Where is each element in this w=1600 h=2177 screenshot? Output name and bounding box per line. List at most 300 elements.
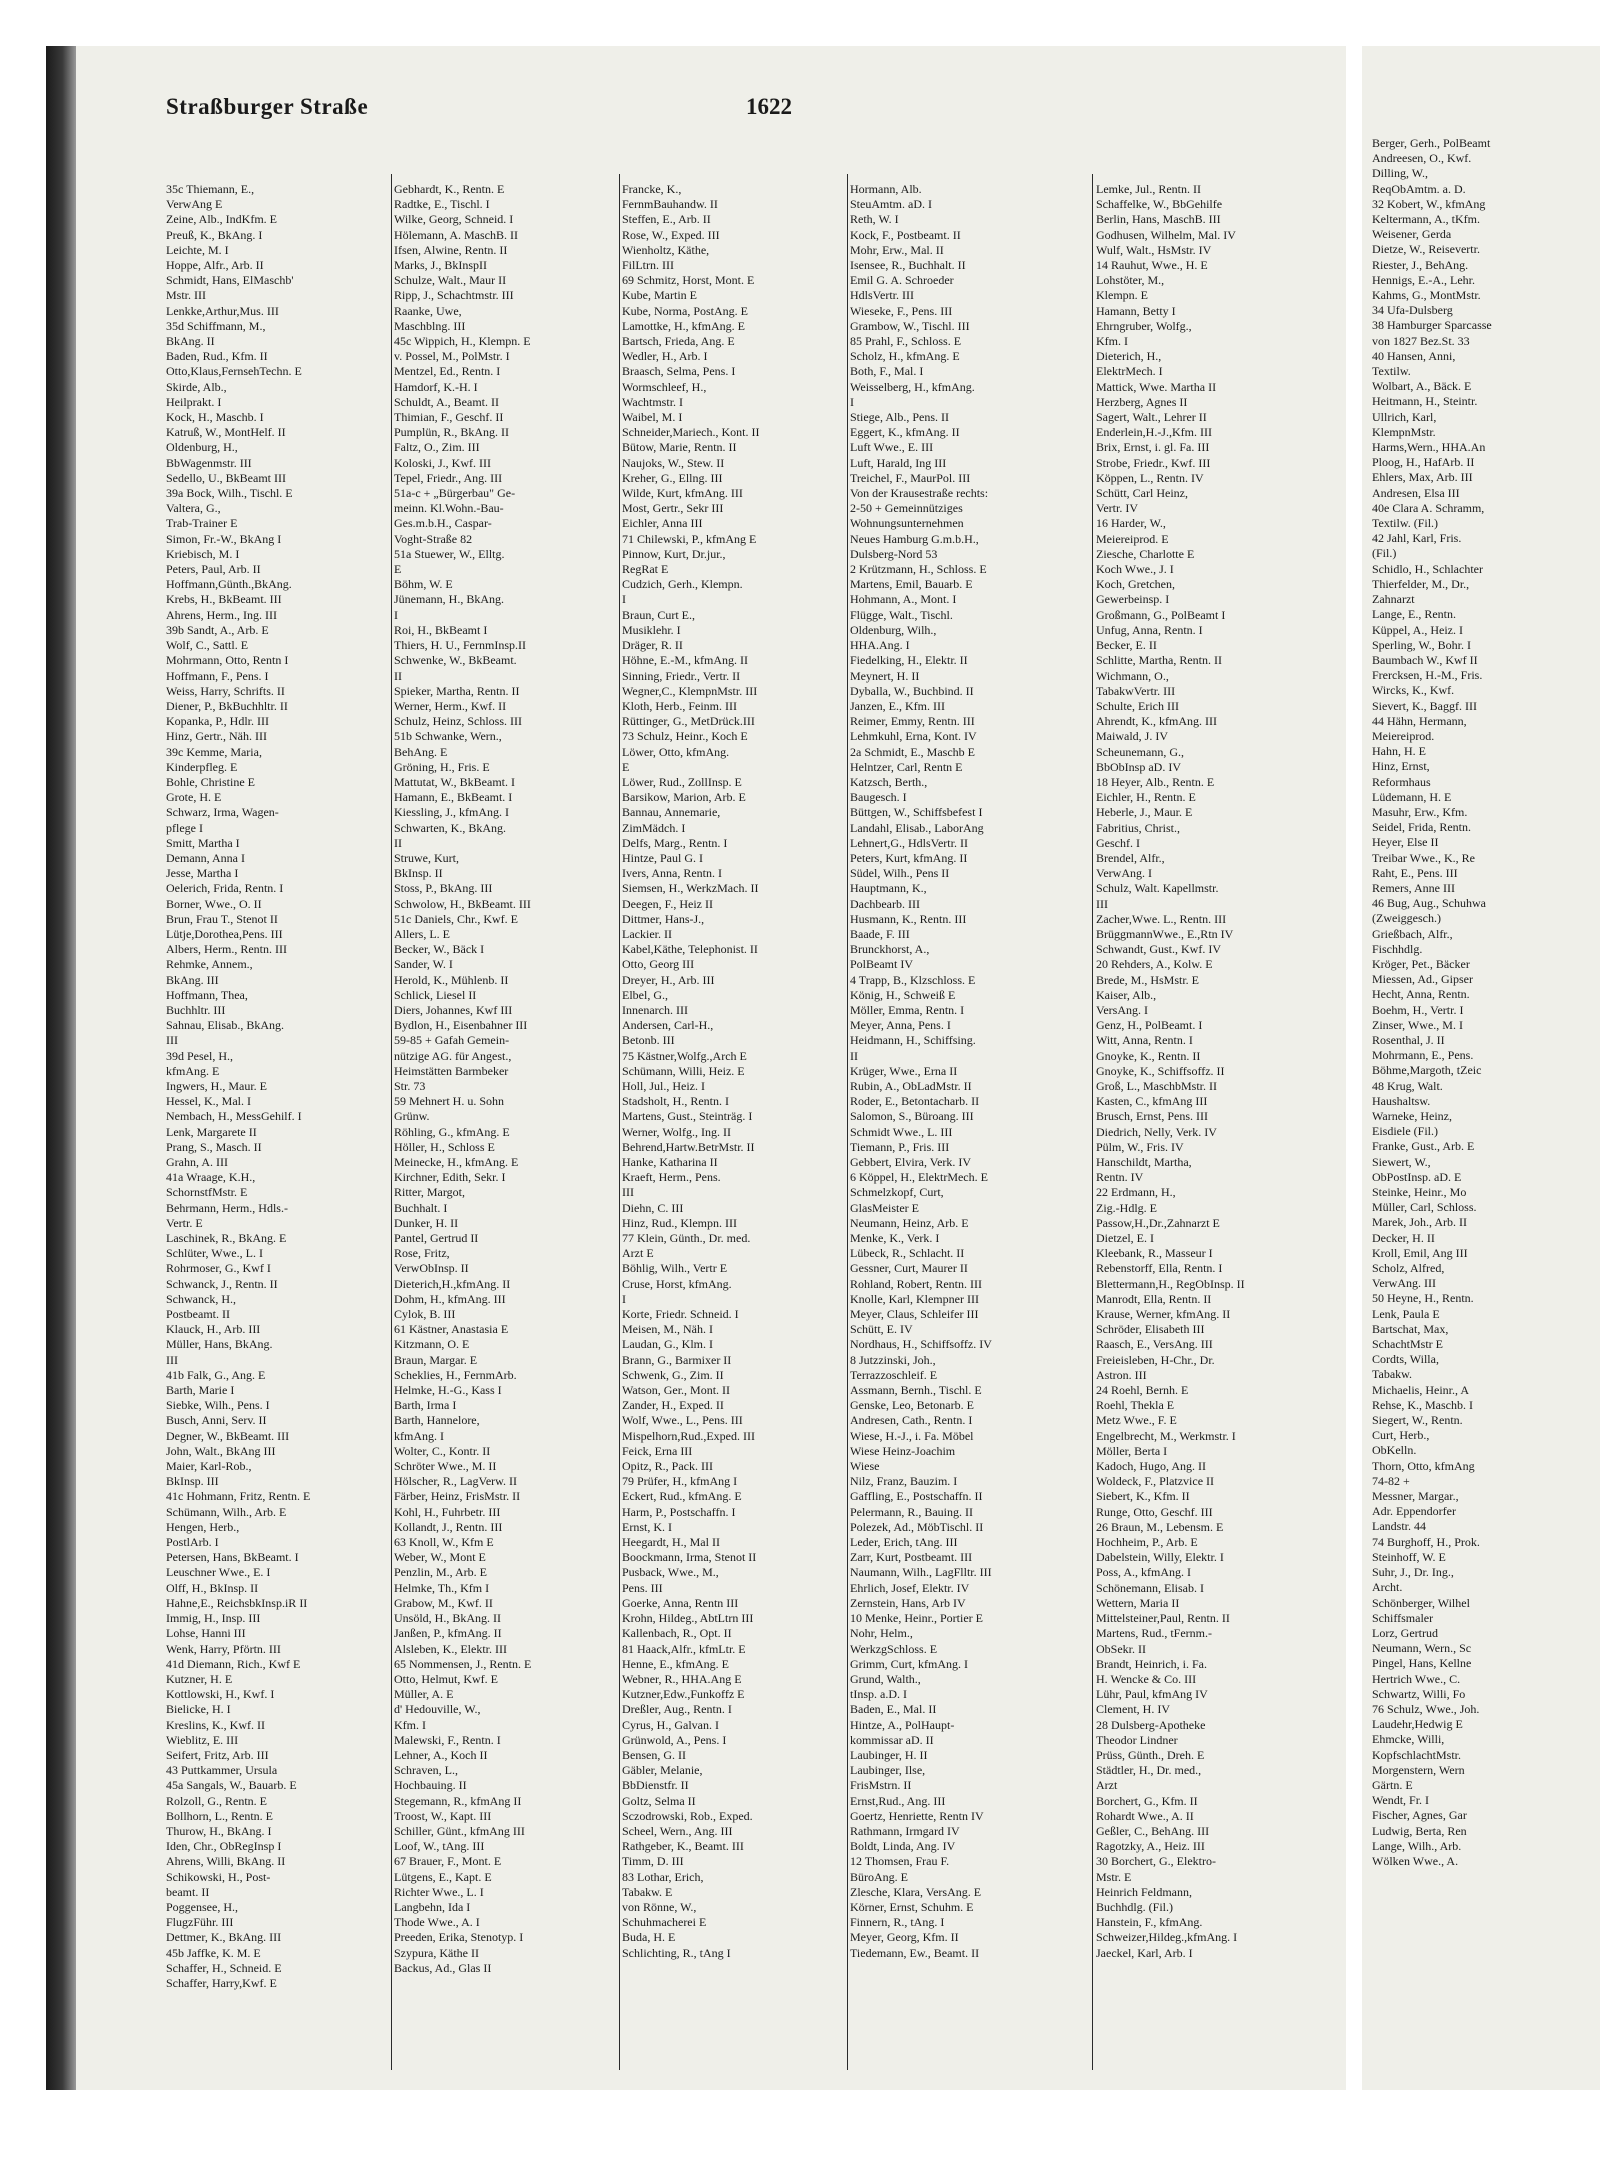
- directory-entry-line: Wulf, Walt., HsMstr. IV: [1096, 242, 1212, 257]
- directory-entry-line: Schuldt, A., Beamt. II: [394, 394, 499, 409]
- directory-entry-line: I: [622, 1291, 626, 1306]
- directory-entry-line: Hölemann, A. MaschB. II: [394, 227, 518, 242]
- directory-entry-line: Kohl, H., Fuhrbetr. III: [394, 1504, 501, 1519]
- adjacent-entry-line: Sievert, K., Baggf. III: [1372, 698, 1477, 713]
- directory-entry-line: Von der Krausestraße rechts:: [850, 486, 989, 501]
- directory-entry-line: Zig.-Hdlg. E: [1096, 1200, 1157, 1215]
- adjacent-entry-line: Tabakw.: [1372, 1367, 1413, 1382]
- directory-entry-line: 2a Schmidt, E., Maschb E: [850, 744, 975, 759]
- directory-entry-line: 26 Braun, M., Lebensm. E: [1096, 1519, 1224, 1534]
- directory-entry-line: Astron. III: [1096, 1367, 1147, 1382]
- directory-entry-line: Körner, Ernst, Schuhm. E: [850, 1899, 974, 1914]
- adjacent-entry-line: Lange, E., Rentn.: [1372, 607, 1456, 622]
- directory-entry-line: Allers, L. E: [394, 926, 450, 941]
- directory-entry-line: Ernst,Rud., Ang. III: [850, 1793, 946, 1808]
- directory-entry-line: Hessel, K., Mal. I: [166, 1094, 251, 1109]
- directory-entry-line: Webner, R., HHA.Ang E: [622, 1671, 742, 1686]
- directory-entry-line: Werner, Herm., Kwf. II: [394, 698, 507, 713]
- directory-entry-line: Weber, W., Mont E: [394, 1550, 486, 1565]
- directory-entry-line: Dyballa, W., Buchbind. II: [850, 683, 974, 698]
- directory-entry-line: Ahrens, Willi, BkAng. II: [166, 1854, 286, 1869]
- directory-entry-line: FernmBauhandw. II: [622, 197, 718, 212]
- adjacent-entry-line: Rosenthal, J. II: [1372, 1032, 1445, 1047]
- directory-entry-line: Gröning, H., Fris. E: [394, 759, 490, 774]
- directory-entry-line: Most, Gertr., Sekr III: [622, 501, 724, 516]
- directory-entry-line: Wilde, Kurt, kfmAng. III: [622, 486, 743, 501]
- directory-entry-line: Müller, A. E: [394, 1687, 454, 1702]
- adjacent-entry-line: Seidel, Frida, Rentn.: [1372, 820, 1471, 835]
- directory-entry-line: Baden, Rud., Kfm. II: [166, 349, 268, 364]
- directory-entry-line: Ehrngruber, Wolfg.,: [1096, 318, 1192, 333]
- directory-entry-line: Holl, Jul., Heiz. I: [622, 1078, 705, 1093]
- directory-entry-line: 75 Kästner,Wolfg.,Arch E: [622, 1048, 747, 1063]
- directory-entry-line: Schwenk, G., Zim. II: [622, 1367, 724, 1382]
- directory-entry-line: Krohn, Hildeg., AbtLtrn III: [622, 1611, 754, 1626]
- directory-entry-line: Schwarten, K., BkAng.: [394, 820, 506, 835]
- directory-entry-line: Richter Wwe., L. I: [394, 1884, 484, 1899]
- directory-entry-line: 51a Stuewer, W., Elltg.: [394, 546, 505, 561]
- directory-entry-line: Grünwold, A., Pens. I: [622, 1732, 727, 1747]
- directory-entry-line: Stiege, Alb., Pens. II: [850, 410, 949, 425]
- directory-entry-line: Jünemann, H., BkAng.: [394, 592, 504, 607]
- directory-entry-line: Deegen, F., Heiz II: [622, 896, 714, 911]
- directory-entry-line: Naujoks, W., Stew. II: [622, 455, 725, 470]
- adjacent-entry-line: Baumbach W., Kwf II: [1372, 652, 1478, 667]
- adjacent-entry-line: Hinz, Ernst,: [1372, 759, 1430, 774]
- directory-entry-line: 83 Lothar, Erich,: [622, 1869, 704, 1884]
- directory-entry-line: Runge, Otto, Geschf. III: [1096, 1504, 1213, 1519]
- directory-entry-line: Löwer, Otto, kfmAng.: [622, 744, 730, 759]
- directory-entry-line: Postbeamt. II: [166, 1307, 230, 1322]
- directory-entry-line: Ragotzky, A., Heiz. III: [1096, 1839, 1205, 1854]
- directory-entry-line: Rohardt Wwe., A. II: [1096, 1808, 1194, 1823]
- directory-entry-line: Mispelhorn,Rud.,Exped. III: [622, 1428, 755, 1443]
- adjacent-entry-line: Hecht, Anna, Rentn.: [1372, 987, 1470, 1002]
- directory-entry-line: Thode Wwe., A. I: [394, 1915, 480, 1930]
- directory-entry-line: Dräger, R. II: [622, 638, 683, 653]
- directory-entry-line: Bollhorn, L., Rentn. E: [166, 1808, 273, 1823]
- adjacent-entry-line: Schwartz, Willi, Fo: [1372, 1686, 1466, 1701]
- directory-entry-line: Ahrendt, K., kfmAng. III: [1096, 714, 1217, 729]
- directory-entry-line: Wenk, Harry, Pförtn. III: [166, 1641, 281, 1656]
- directory-entry-line: Brann, G., Barmixer II: [622, 1352, 732, 1367]
- directory-entry-line: Dieterich,H.,kfmAng. II: [394, 1276, 511, 1291]
- directory-entry-line: Kraeft, Herm., Pens.: [622, 1170, 721, 1185]
- adjacent-entry-line: ReqObAmtm. a. D.: [1372, 181, 1466, 196]
- adjacent-entry-line: Heyer, Else II: [1372, 835, 1439, 850]
- directory-entry-line: Krüger, Wwe., Erna II: [850, 1063, 958, 1078]
- directory-entry-line: Bartsch, Frieda, Ang. E: [622, 334, 735, 349]
- directory-entry-line: 24 Roehl, Bernh. E: [1096, 1383, 1189, 1398]
- directory-entry-line: Sinning, Friedr., Vertr. II: [622, 668, 741, 683]
- directory-entry-line: Oldenburg, Wilh.,: [850, 622, 937, 637]
- directory-entry-line: Kiessling, J., kfmAng. I: [394, 805, 509, 820]
- directory-entry-line: Mattick, Wwe. Martha II: [1096, 379, 1217, 394]
- directory-entry-line: Thiers, H. U., FernmInsp.II: [394, 638, 526, 653]
- directory-entry-line: nützige AG. für Angest.,: [394, 1048, 512, 1063]
- directory-entry-line: Hamann, E., BkBeamt. I: [394, 790, 513, 805]
- directory-entry-line: 73 Schulz, Heinr., Koch E: [622, 729, 748, 744]
- directory-entry-line: Hohmann, A., Mont. I: [850, 592, 957, 607]
- directory-entry-line: Ritter, Margot,: [394, 1185, 465, 1200]
- adjacent-entry-line: Remers, Anne III: [1372, 880, 1455, 895]
- directory-entry-line: Otto, Georg III: [622, 957, 695, 972]
- directory-entry-line: Lütgens, E., Kapt. E: [394, 1869, 492, 1884]
- directory-entry-line: Lackier. II: [622, 926, 672, 941]
- adjacent-entry-line: Suhr, J., Dr. Ing.,: [1372, 1565, 1454, 1580]
- adjacent-entry-line: Kahms, G., MontMstr.: [1372, 288, 1481, 303]
- directory-entry-line: Schulz, Heinz, Schloss. III: [394, 714, 522, 729]
- adjacent-entry-line: Boehm, H., Vertr. I: [1372, 1002, 1464, 1017]
- directory-entry-line: Schaffelke, W., BbGehilfe: [1096, 197, 1223, 212]
- directory-column-4: [850, 182, 1076, 2062]
- directory-entry-line: Tiemann, P., Fris. III: [850, 1139, 950, 1154]
- directory-entry-line: Lohstöter, M.,: [1096, 273, 1165, 288]
- directory-entry-line: Möller, Emma, Rentn. I: [850, 1002, 965, 1017]
- directory-entry-line: Immig, H., Insp. III: [166, 1611, 261, 1626]
- directory-entry-line: 51a-c + „Bürgerbau" Ge-: [394, 486, 516, 501]
- adjacent-entry-line: Frercksen, H.-M., Fris.: [1372, 668, 1483, 683]
- directory-entry-line: Rehmke, Annem.,: [166, 957, 253, 972]
- adjacent-entry-line: Heitmann, H., Steintr.: [1372, 394, 1478, 409]
- directory-entry-line: Hintze, Paul G. I: [622, 850, 703, 865]
- directory-entry-line: Andresen, Cath., Rentn. I: [850, 1413, 973, 1428]
- directory-entry-line: Grahn, A. III: [166, 1155, 228, 1169]
- directory-entry-line: Tepel, Friedr., Ang. III: [394, 470, 503, 485]
- directory-entry-line: Helntzer, Carl, Rentn E: [850, 759, 963, 774]
- directory-entry-line: Albers, Herm., Rentn. III: [166, 942, 287, 957]
- directory-entry-line: Kube, Norma, PostAng. E: [622, 303, 748, 318]
- adjacent-entry-line: Böhme,Margoth, tZeic: [1372, 1063, 1482, 1078]
- directory-entry-line: Steffen, E., Arb. II: [622, 212, 711, 227]
- adjacent-entry-line: Lorz, Gertrud: [1372, 1625, 1438, 1640]
- directory-entry-line: Cyrus, H., Galvan. I: [622, 1717, 719, 1732]
- adjacent-entry-line: Gärtn. E: [1372, 1777, 1413, 1792]
- directory-entry-line: Bensen, G. II: [622, 1747, 686, 1762]
- directory-entry-line: kommissar aD. II: [850, 1732, 934, 1747]
- directory-entry-line: Hoffmann,Günth.,BkAng.: [166, 577, 292, 592]
- directory-entry-line: Smitt, Martha I: [166, 835, 240, 850]
- directory-entry-line: Cruse, Horst, kfmAng.: [622, 1276, 732, 1291]
- directory-entry-line: Mattutat, W., BkBeamt. I: [394, 774, 515, 789]
- directory-entry-line: Wiese Heinz-Joachim: [850, 1443, 956, 1458]
- directory-entry-line: Schaffer, H., Schneid. E: [166, 1960, 282, 1975]
- adjacent-entry-line: Ehmcke, Willi,: [1372, 1732, 1445, 1747]
- directory-entry-line: Kallenbach, R., Opt. II: [622, 1626, 732, 1641]
- directory-entry-line: Berlin, Hans, MaschB. III: [1096, 212, 1221, 227]
- directory-entry-line: Lehner, A., Koch II: [394, 1747, 488, 1762]
- adjacent-entry-line: Masuhr, Erw., Kfm.: [1372, 804, 1468, 819]
- directory-entry-line: Sedello, U., BkBeamt III: [166, 470, 286, 485]
- directory-entry-line: v. Possel, M., PolMstr. I: [394, 349, 510, 364]
- column-divider: [1092, 174, 1093, 2070]
- directory-entry-line: VerwAng E: [166, 197, 223, 212]
- adjacent-entry-line: Ehlers, Max, Arb. III: [1372, 470, 1473, 485]
- directory-entry-line: Diedrich, Nelly, Verk. IV: [1096, 1124, 1217, 1139]
- directory-entry-line: Pens. III: [622, 1580, 663, 1595]
- directory-entry-line: Rohland, Robert, Rentn. III: [850, 1276, 982, 1291]
- directory-entry-line: Wiese, H.-J., i. Fa. Möbel: [850, 1428, 974, 1443]
- adjacent-entry-line: Lange, Wilh., Arb.: [1372, 1838, 1462, 1853]
- directory-entry-line: Dachbearb. III: [850, 896, 920, 911]
- directory-entry-line: Kollandt, J., Rentn. III: [394, 1519, 503, 1534]
- street-title: Straßburger Straße: [166, 94, 369, 119]
- adjacent-entry-line: Adr. Eppendorfer: [1372, 1504, 1456, 1519]
- directory-entry-line: Freieisleben, H-Chr., Dr.: [1096, 1352, 1215, 1367]
- adjacent-entry-line: Wolbart, A., Bäck. E: [1372, 379, 1472, 394]
- adjacent-entry-line: Bartschat, Max,: [1372, 1321, 1449, 1336]
- directory-entry-line: Langbehn, Ida I: [394, 1899, 471, 1914]
- directory-entry-line: Spieker, Martha, Rentn. II: [394, 683, 520, 698]
- directory-entry-line: Katruß, W., MontHelf. II: [166, 425, 286, 440]
- directory-entry-line: Alsleben, K., Elektr. III: [394, 1641, 507, 1656]
- adjacent-entry-line: 74-82 +: [1372, 1473, 1410, 1488]
- directory-entry-line: von Rönne, W.,: [622, 1899, 697, 1914]
- adjacent-entry-line: Rehse, K., Maschb. I: [1372, 1397, 1473, 1412]
- directory-entry-line: Penzlin, M., Arb. E: [394, 1565, 487, 1580]
- directory-entry-line: Peters, Paul, Arb. II: [166, 562, 261, 577]
- directory-entry-line: Hanschildt, Martha,: [1096, 1155, 1192, 1169]
- directory-entry-line: 77 Klein, Günth., Dr. med.: [622, 1231, 751, 1246]
- directory-entry-line: SchornstfMstr. E: [166, 1185, 248, 1200]
- adjacent-entry-line: Raht, E., Pens. III: [1372, 865, 1458, 880]
- directory-entry-line: Vertr. IV: [1096, 501, 1138, 516]
- adjacent-entry-line: Miessen, Ad., Gipser: [1372, 972, 1473, 987]
- directory-entry-line: Stoss, P., BkAng. III: [394, 881, 493, 896]
- directory-entry-line: Schlitte, Martha, Rentn. II: [1096, 653, 1222, 668]
- directory-entry-line: Südel, Wilh., Pens II: [850, 866, 950, 881]
- directory-entry-line: Kloth, Herb., Feinm. III: [622, 698, 737, 713]
- adjacent-entry-line: Textilw. (Fil.): [1372, 516, 1439, 531]
- directory-entry-line: Husmann, K., Rentn. III: [850, 911, 967, 926]
- adjacent-entry-line: ObKelln.: [1372, 1443, 1417, 1458]
- directory-entry-line: Buchhltr. III: [166, 1002, 226, 1017]
- directory-entry-line: II: [394, 668, 402, 683]
- directory-column-3: [622, 182, 848, 2062]
- directory-entry-line: Höhne, E.-M., kfmAng. II: [622, 653, 748, 668]
- directory-entry-line: Meyer, Georg, Kfm. II: [850, 1930, 959, 1945]
- directory-entry-line: 41b Falk, G., Ang. E: [166, 1367, 266, 1382]
- directory-entry-line: Rose, Fritz,: [394, 1246, 450, 1261]
- directory-entry-line: Schümann, Willi, Heiz. E: [622, 1063, 745, 1078]
- directory-entry-line: 45c Wippich, H., Klempn. E: [394, 334, 531, 349]
- adjacent-entry-line: Kroll, Emil, Ang III: [1372, 1245, 1468, 1260]
- adjacent-entry-line: 76 Schulz, Wwe., Joh.: [1372, 1701, 1480, 1716]
- adjacent-entry-line: Schönberger, Wilhel: [1372, 1595, 1470, 1610]
- directory-entry-line: Meyer, Anna, Pens. I: [850, 1018, 951, 1033]
- adjacent-entry-line: Warneke, Heinz,: [1372, 1109, 1452, 1123]
- directory-entry-line: Maiwald, J. IV: [1096, 729, 1168, 744]
- directory-entry-line: Preuß, K., BkAng. I: [166, 227, 263, 242]
- directory-entry-line: Behrmann, Herm., Hdls.-: [166, 1200, 288, 1215]
- directory-entry-line: Meinecke, H., kfmAng. E: [394, 1155, 519, 1169]
- directory-entry-line: Roehl, Thekla E: [1096, 1398, 1175, 1413]
- directory-entry-line: Bohle, Christine E: [166, 774, 255, 789]
- directory-entry-line: Watson, Ger., Mont. II: [622, 1383, 731, 1398]
- directory-entry-line: Francke, K.,: [622, 182, 682, 196]
- adjacent-entry-line: 40e Clara A. Schramm,: [1372, 500, 1485, 515]
- directory-entry-line: Grünw.: [394, 1109, 430, 1124]
- directory-entry-line: Busch, Anni, Serv. II: [166, 1413, 267, 1428]
- directory-entry-line: Schneider,Mariech., Kont. II: [622, 425, 760, 440]
- directory-entry-line: Diener, P., BkBuchhltr. II: [166, 698, 288, 713]
- directory-entry-line: Koloski, J., Kwf. III: [394, 455, 491, 470]
- adjacent-entry-line: KlempnMstr.: [1372, 424, 1436, 439]
- directory-entry-line: Wettern, Maria II: [1096, 1595, 1180, 1610]
- directory-entry-line: Lehmkuhl, Erna, Kont. IV: [850, 729, 977, 744]
- directory-entry-line: Lohse, Hanni III: [166, 1626, 246, 1641]
- directory-entry-line: Kasten, C., kfmAng III: [1096, 1094, 1208, 1109]
- directory-column-1: [166, 182, 392, 2062]
- directory-entry-line: HdlsVertr. III: [850, 288, 914, 303]
- directory-entry-line: Mstr. E: [1096, 1869, 1132, 1884]
- adjacent-entry-line: Harms,Wern., HHA.An: [1372, 440, 1486, 455]
- directory-entry-line: Zacher,Wwe. L., Rentn. III: [1096, 911, 1227, 926]
- directory-entry-line: Diehn, C. III: [622, 1200, 684, 1215]
- directory-entry-line: Brunckhorst, A.,: [850, 942, 930, 957]
- directory-entry-line: Hanstein, F., kfmAng.: [1096, 1915, 1203, 1930]
- directory-entry-line: Brix, Ernst, i. gl. Fa. III: [1096, 440, 1210, 455]
- directory-entry-line: 2 Krützmann, H., Schloss. E: [850, 562, 987, 577]
- directory-entry-line: Hormann, Alb.: [850, 182, 922, 196]
- directory-entry-line: Zernstein, Hans, Arb IV: [850, 1595, 966, 1610]
- adjacent-entry-line: Michaelis, Heinr., A: [1372, 1382, 1469, 1397]
- directory-entry-line: Gebbert, Elvira, Verk. IV: [850, 1155, 972, 1169]
- directory-entry-line: Lenk, Margarete II: [166, 1124, 257, 1139]
- directory-entry-line: 51b Schwanke, Wern.,: [394, 729, 502, 744]
- directory-entry-line: ObSekr. II: [1096, 1641, 1146, 1656]
- adjacent-entry-line: 74 Burghoff, H., Prok.: [1372, 1534, 1480, 1549]
- directory-entry-line: Wienholtz, Käthe,: [622, 242, 710, 257]
- directory-entry-line: Woldeck, F., Platzvice II: [1096, 1474, 1215, 1489]
- directory-entry-line: Zander, H., Exped. II: [622, 1398, 724, 1413]
- directory-entry-line: Barth, Marie I: [166, 1383, 235, 1398]
- directory-entry-line: Grabow, M., Kwf. II: [394, 1595, 493, 1610]
- directory-entry-line: Wieblitz, E. III: [166, 1732, 239, 1747]
- directory-entry-line: Baugesch. I: [850, 790, 907, 805]
- directory-entry-line: Ahrens, Herm., Ing. III: [166, 607, 277, 622]
- directory-entry-line: kfmAng. E: [166, 1063, 220, 1078]
- directory-entry-line: Eggert, K., kfmAng. II: [850, 425, 960, 440]
- directory-entry-line: Malewski, F., Rentn. I: [394, 1732, 501, 1747]
- directory-entry-line: Siebke, Wilh., Pens. I: [166, 1398, 270, 1413]
- directory-entry-line: 79 Prüfer, H., kfmAng I: [622, 1474, 738, 1489]
- directory-entry-line: 69 Schmitz, Horst, Mont. E: [622, 273, 755, 288]
- directory-entry-line: Zlesche, Klara, VersAng. E: [850, 1884, 982, 1899]
- directory-entry-line: Krause, Werner, kfmAng. II: [1096, 1307, 1231, 1322]
- directory-entry-line: Hölscher, R., LagVerw. II: [394, 1474, 518, 1489]
- directory-entry-line: Schwolow, H., BkBeamt. III: [394, 896, 531, 911]
- directory-entry-line: Gewerbeinsp. I: [1096, 592, 1170, 607]
- directory-entry-line: Kriebisch, M. I: [166, 546, 240, 561]
- directory-entry-line: Peters, Kurt, kfmAng. II: [850, 850, 968, 865]
- directory-entry-line: Cudzich, Gerh., Klempn.: [622, 577, 743, 592]
- adjacent-entry-line: Wircks, K., Kwf.: [1372, 683, 1455, 698]
- directory-entry-line: Herzberg, Agnes II: [1096, 394, 1188, 409]
- adjacent-entry-line: Pingel, Hans, Kellne: [1372, 1656, 1472, 1671]
- directory-entry-line: 71 Chilewski, P., kfmAng E: [622, 531, 757, 546]
- adjacent-entry-line: Ludwig, Berta, Ren: [1372, 1823, 1467, 1838]
- directory-entry-line: Bielicke, H. I: [166, 1702, 231, 1717]
- directory-entry-line: Dunker, H. II: [394, 1215, 459, 1230]
- directory-entry-line: Bydlon, H., Eisenbahner III: [394, 1018, 528, 1033]
- directory-entry-line: ZimMädch. I: [622, 820, 686, 835]
- directory-entry-line: Neumann, Heinz, Arb. E: [850, 1215, 969, 1230]
- directory-entry-line: Schütt, Carl Heinz,: [1096, 486, 1188, 501]
- directory-entry-line: Faltz, O., Zim. III: [394, 440, 480, 455]
- directory-entry-line: Ingwers, H., Maur. E: [166, 1078, 267, 1093]
- directory-entry-line: Landahl, Elisab., LaborAng: [850, 820, 984, 835]
- page-header: [166, 94, 1324, 134]
- directory-entry-line: Goerke, Anna, Rentn III: [622, 1595, 739, 1610]
- directory-page: [46, 46, 1346, 2090]
- directory-entry-line: Wachtmstr. I: [622, 394, 684, 409]
- adjacent-entry-line: Schiffsmaler: [1372, 1610, 1434, 1625]
- directory-entry-line: Gaffling, E., Postschaffn. II: [850, 1489, 983, 1504]
- directory-entry-line: Krebs, H., BkBeamt. III: [166, 592, 282, 607]
- directory-entry-line: Dulsberg-Nord 53: [850, 546, 938, 561]
- directory-entry-line: 12 Thomsen, Frau F.: [850, 1854, 950, 1869]
- directory-entry-line: Wiese: [850, 1459, 880, 1474]
- adjacent-entry-line: Weisener, Gerda: [1372, 227, 1452, 242]
- directory-entry-line: Betonb. III: [622, 1033, 675, 1048]
- directory-entry-line: II: [394, 835, 402, 850]
- directory-entry-line: Scheklies, H., FernmArb.: [394, 1367, 517, 1382]
- directory-entry-line: Str. 73: [394, 1078, 426, 1093]
- directory-entry-line: SteuAmtm. aD. I: [850, 197, 932, 212]
- directory-entry-line: Rebenstorff, Ella, Rentn. I: [1096, 1261, 1223, 1276]
- directory-entry-line: Engelbrecht, M., Werkmstr. I: [1096, 1428, 1236, 1443]
- directory-entry-line: Schwanck, H.,: [166, 1291, 236, 1306]
- directory-entry-line: Mstr. III: [166, 288, 206, 303]
- directory-entry-line: BüroAng. E: [850, 1869, 908, 1884]
- adjacent-entry-line: Sperling, W., Bohr. I: [1372, 637, 1472, 652]
- adjacent-entry-line: 32 Kobert, W., kfmAng: [1372, 196, 1486, 211]
- directory-entry-line: 10 Menke, Heinr., Portier E: [850, 1611, 983, 1626]
- directory-entry-line: Meynert, H. II: [850, 668, 920, 683]
- directory-entry-line: BehAng. E: [394, 744, 448, 759]
- directory-entry-line: beamt. II: [166, 1884, 210, 1899]
- directory-entry-line: Boockmann, Irma, Stenot II: [622, 1550, 757, 1565]
- directory-entry-line: Schulz, Walt. Kapellmstr.: [1096, 881, 1219, 896]
- directory-entry-line: 22 Erdmann, H.,: [1096, 1185, 1176, 1200]
- directory-entry-line: BkAng. II: [166, 334, 215, 349]
- directory-entry-line: Andersen, Carl-H.,: [622, 1018, 714, 1033]
- adjacent-entry-line: Lenk, Paula E: [1372, 1306, 1440, 1321]
- adjacent-entry-line: Zahnarzt: [1372, 592, 1415, 607]
- directory-entry-line: WerkzgSchloss. E: [850, 1641, 938, 1656]
- directory-entry-line: Städtler, H., Dr. med.,: [1096, 1763, 1202, 1778]
- adjacent-entry-line: ObPostInsp. aD. E: [1372, 1169, 1462, 1184]
- directory-entry-line: 59 Mehnert H. u. Sohn: [394, 1094, 504, 1109]
- directory-entry-line: Reimer, Emmy, Rentn. III: [850, 714, 975, 729]
- adjacent-entry-line: Treibar Wwe., K., Re: [1372, 850, 1475, 865]
- adjacent-entry-line: (Fil.): [1372, 546, 1397, 561]
- adjacent-entry-line: 40 Hansen, Anni,: [1372, 348, 1456, 363]
- directory-entry-line: 30 Borchert, G., Elektro-: [1096, 1854, 1216, 1869]
- directory-entry-line: Schwarz, Irma, Wagen-: [166, 805, 279, 820]
- directory-entry-line: Lamottke, H., kfmAng. E: [622, 318, 745, 333]
- directory-entry-line: Röhling, G., kfmAng. E: [394, 1124, 510, 1139]
- directory-entry-line: BkAng. III: [166, 972, 219, 987]
- directory-column-2: [394, 182, 620, 2062]
- directory-entry-line: Sagert, Walt., Lehrer II: [1096, 410, 1207, 425]
- directory-entry-line: Emil G. A. Schroeder: [850, 273, 954, 288]
- directory-entry-line: 59-85 + Gafah Gemein-: [394, 1033, 510, 1048]
- directory-entry-line: Pelermann, R., Bauing. II: [850, 1504, 973, 1519]
- directory-entry-line: Höller, H., Schloss E: [394, 1139, 495, 1154]
- directory-entry-line: Färber, Heinz, FrisMstr. II: [394, 1489, 521, 1504]
